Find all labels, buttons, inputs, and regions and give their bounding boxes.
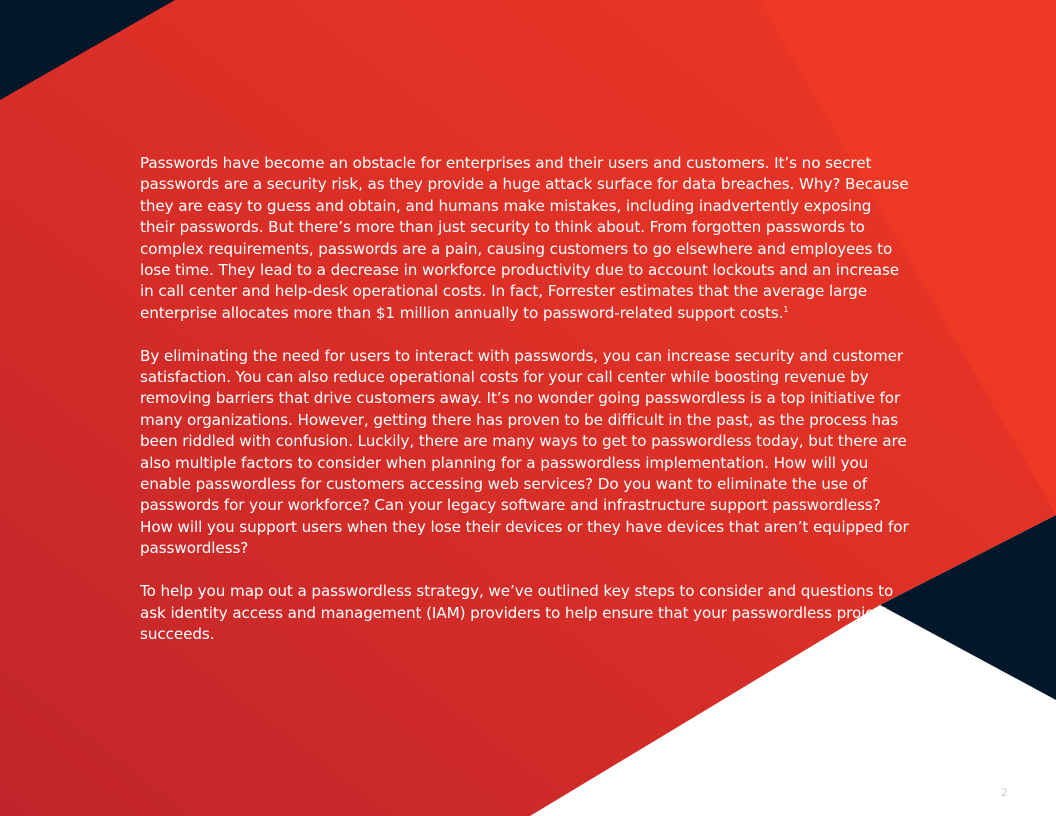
page-number: 2 [1001, 786, 1008, 799]
body-text [140, 153, 910, 645]
footnote-reference: 1 [783, 304, 789, 314]
paragraph [140, 153, 910, 324]
paragraph-text: Passwords have become an obstacle for enterprises and their users and customers. It’s no secret passwords are a security risk, as they provide a huge attack surface for data breaches. Why? Because they are easy to guess and obtain, and humans make mistakes, including inadvertently exposing their passwords. But there’s more than just security to think about. From forgotten passwords to complex requirements, passwords are a pain, causing customers to go elsewhere and employees to lose time. They lead to a decrease in workforce productivity due to account lockouts and an increase in call center and help-desk operational costs. In fact, Forrester estimates that the average large enterprise allocates more than $1 million annually to password-related support costs. [140, 154, 909, 322]
paragraph-text: To help you map out a passwordless strategy, we’ve outlined key steps to consider and questions to ask identity access and management (IAM) providers to help ensure that your passwordless project succeeds. [140, 582, 894, 643]
paragraph-text: By eliminating the need for users to interact with passwords, you can increase security and customer satisfaction. You can also reduce operational costs for your call center while boosting revenue by removing barriers that drive customers away. It’s no wonder going passwordless is a top initiative for many organizations. However, getting there has proven to be difficult in the past, as the process has been riddled with confusion. Luckily, there are many ways to get to passwordless today, but there are also multiple factors to consider when planning for a passwordless implementation. How will you enable passwordless for customers accessing web services? Do you want to eliminate the use of passwords for your workforce? Can your legacy software and infrastructure support passwordless? How will you support users when they lose their devices or they have devices that aren’t equipped for passwordless? [140, 346, 909, 558]
paragraph [140, 346, 910, 560]
paragraph [140, 581, 910, 645]
